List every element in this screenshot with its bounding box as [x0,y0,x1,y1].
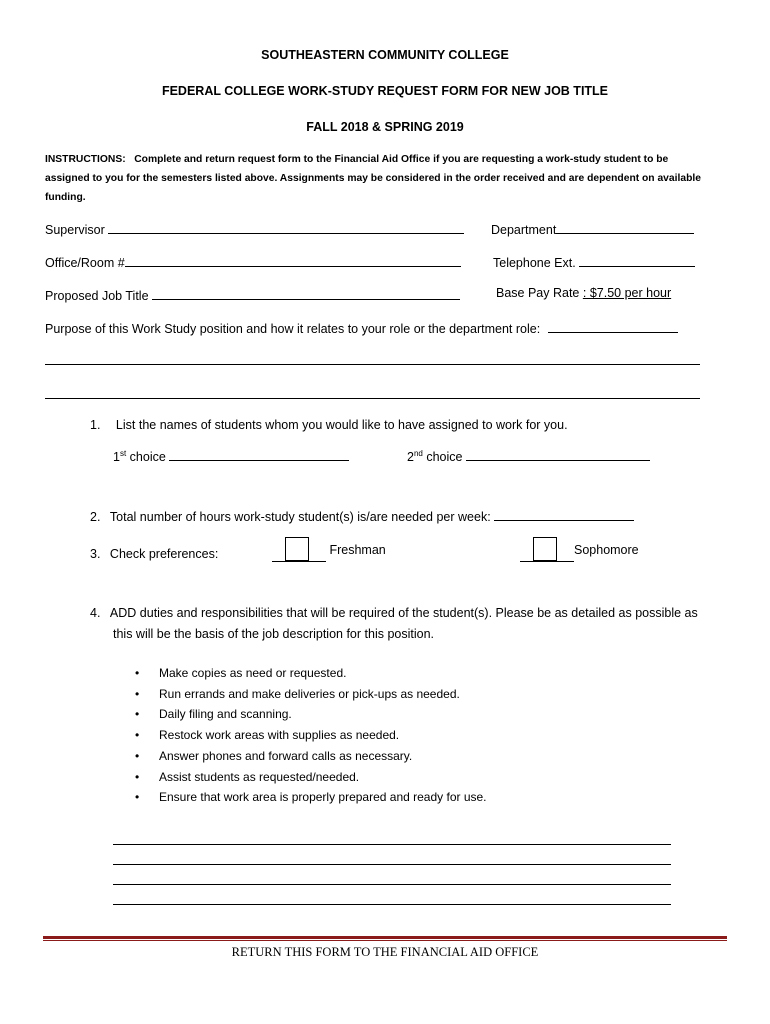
job-title-row [45,286,460,303]
freshman-option [272,537,386,562]
department-label: Department [491,223,557,237]
q4-text-line-2: this will be the basis of the job description for this position. [113,627,435,641]
instructions-label: INSTRUCTIONS: [45,154,126,165]
department-field[interactable] [556,220,694,234]
supervisor-row [45,220,464,237]
freshman-checkbox[interactable] [285,537,309,561]
hours-field[interactable] [494,507,634,521]
telephone-row [493,253,695,270]
job-title-field[interactable] [152,286,460,300]
telephone-label: Telephone Ext. [493,256,576,270]
first-choice-row [113,447,349,464]
college-name: SOUTHEASTERN COMMUNITY COLLEGE [261,48,509,62]
duty-blank-line-1[interactable] [113,844,671,845]
duty-item: • Answer phones and forward calls as necessary. [159,746,487,767]
first-choice-sup: st [119,448,127,458]
q1-number: 1. [90,418,101,432]
base-pay-row [496,286,671,300]
instructions-block [45,150,715,207]
question-3 [90,547,218,561]
second-choice-sup: nd [413,448,423,458]
second-choice-field[interactable] [466,447,650,461]
footer-rule [43,936,727,941]
q1-text: List the names of students whom you would like to have assigned to work for you. [115,418,568,432]
q3-number: 3. [90,547,101,561]
form-title: FEDERAL COLLEGE WORK-STUDY REQUEST FORM FOR NEW JOB TITLE [161,84,609,98]
duty-item: • Restock work areas with supplies as needed. [159,725,487,746]
duties-list [159,663,487,808]
first-choice-label: choice [129,450,166,464]
q2-text: Total number of hours work-study student(s) is/are needed per week: [109,510,491,524]
job-title-label: Proposed Job Title [45,289,149,303]
duty-blank-line-4[interactable] [113,904,671,905]
q3-text: Check preferences: [109,547,219,561]
second-choice-row [407,447,650,464]
sophomore-label: Sophomore [574,543,639,557]
term-heading: FALL 2018 & SPRING 2019 [306,120,464,134]
q4-number: 4. [90,606,101,620]
purpose-line-2[interactable] [45,398,700,399]
sophomore-option [520,537,639,562]
duty-item: • Run errands and make deliveries or pick-ups as needed. [159,684,487,705]
duty-item: • Make copies as need or requested. [159,663,487,684]
base-pay-label: Base Pay Rate [496,286,580,300]
freshman-label: Freshman [329,543,386,557]
second-choice-num: 2 [407,450,414,464]
sophomore-checkbox[interactable] [533,537,557,561]
duty-item: • Daily filing and scanning. [159,704,487,725]
supervisor-field[interactable] [108,220,464,234]
purpose-label: Purpose of this Work Study position and how it relates to your role or the department role: [45,322,541,336]
office-field[interactable] [125,253,461,267]
office-row [45,253,461,270]
duty-blank-line-2[interactable] [113,864,671,865]
duty-blank-line-3[interactable] [113,884,671,885]
department-row [491,220,694,237]
instructions-text: Complete and return request form to the Financial Aid Office if you are requesting a work-study student to be assigned to you for the semesters listed above. Assignments may be considered in the order received and are dependent on available funding. [45,154,701,203]
telephone-field[interactable] [579,253,695,267]
first-choice-num: 1 [113,450,120,464]
duty-item: • Assist students as requested/needed. [159,767,487,788]
purpose-field[interactable] [548,319,678,333]
first-choice-field[interactable] [169,447,349,461]
return-note: RETURN THIS FORM TO THE FINANCIAL AID OFFICE [231,945,539,959]
second-choice-label: choice [426,450,463,464]
base-pay-value: : $7.50 per hour [582,286,672,300]
question-4 [90,606,698,620]
question-1 [90,418,568,432]
purpose-line-1[interactable] [45,364,700,365]
question-2 [90,507,634,524]
q2-number: 2. [90,510,101,524]
supervisor-label: Supervisor [45,223,105,237]
office-label: Office/Room # [45,256,125,270]
q4-text-line-1: ADD duties and responsibilities that will be required of the student(s). Please be as detailed as possible as [109,606,698,620]
duty-item: • Ensure that work area is properly prepared and ready for use. [159,787,487,808]
purpose-row [45,319,678,336]
